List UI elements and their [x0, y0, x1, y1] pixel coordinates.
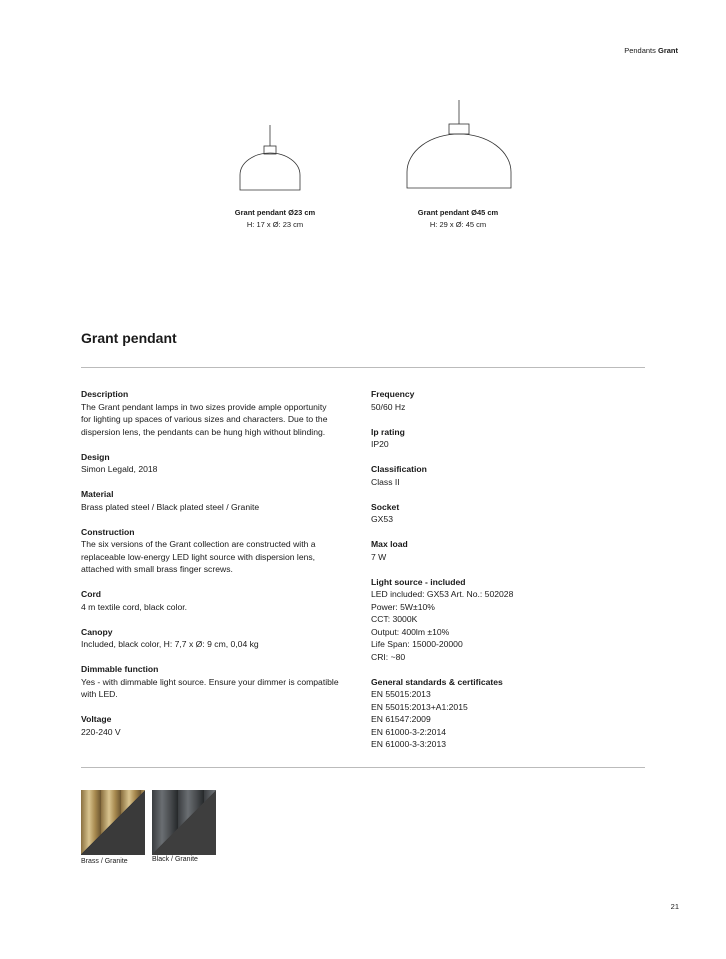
spec-line: Output: 400lm ±10% — [371, 626, 450, 637]
spec-section — [81, 626, 361, 651]
spec-title: Cord — [81, 589, 102, 599]
lamp-drawings — [0, 0, 726, 200]
header-section: Pendants — [624, 46, 656, 55]
spec-line: The six versions of the Grant collection are constructed with a — [81, 539, 316, 549]
spec-title: Max load — [371, 539, 408, 549]
divider — [81, 767, 645, 768]
lamp-dims: H: 29 x Ø: 45 cm — [429, 220, 487, 229]
lamp-caption-large — [378, 207, 538, 231]
spec-line: EN 55015:2013+A1:2015 — [371, 701, 468, 712]
spec-title: Socket — [371, 501, 400, 512]
spec-title: Description — [81, 389, 129, 399]
spec-line: 220-240 V — [81, 726, 121, 737]
spec-line: CRI: ~80 — [371, 651, 406, 662]
spec-title: Ip rating — [371, 426, 405, 437]
spec-title: Light source - included — [371, 576, 466, 587]
spec-title: Frequency — [371, 389, 415, 399]
spec-line: The Grant pendant lamps in two sizes provide ample opportunity — [81, 401, 327, 412]
spec-column-right — [371, 388, 631, 763]
spec-section — [81, 388, 361, 438]
spec-line: 50/60 Hz — [371, 401, 406, 412]
spec-line: CCT: 3000K — [371, 614, 418, 624]
spec-line: LED included: GX53 Art. No.: 502028 — [371, 589, 514, 599]
spec-line: with LED. — [81, 689, 118, 699]
spec-title: Classification — [371, 464, 427, 474]
small-pendant-drawing — [240, 125, 300, 190]
page-number: 21 — [670, 902, 679, 911]
divider — [81, 367, 645, 368]
spec-section — [371, 388, 631, 413]
spec-line: Power: 5W±10% — [371, 601, 435, 612]
spec-title: General standards & certificates — [371, 676, 503, 687]
swatch-label: Black / Granite — [152, 856, 198, 863]
spec-line: Class II — [371, 476, 400, 487]
spec-line: GX53 — [371, 514, 393, 524]
spec-line: replaceable low-energy LED light source with dispersion lens, — [81, 551, 316, 562]
spec-title: Design — [81, 451, 110, 462]
spec-line: dispersion lens, the pendants can be hung high without blinding. — [81, 426, 326, 437]
spec-section — [371, 676, 631, 751]
spec-title: Material — [81, 489, 114, 499]
spec-title: Construction — [81, 526, 135, 537]
spec-line: Brass plated steel / Black plated steel / Granite — [81, 501, 260, 512]
spec-section — [81, 526, 361, 576]
swatch-label: Brass / Granite — [81, 858, 128, 865]
swatch-brass-granite — [81, 790, 145, 855]
page-title: Grant pendant — [81, 330, 177, 346]
spec-line: EN 61000-3-2:2014 — [371, 726, 447, 737]
spec-section — [371, 576, 631, 664]
spec-line: Life Span: 15000-20000 — [371, 639, 463, 649]
lamp-dims: H: 17 x Ø: 23 cm — [246, 220, 304, 229]
spec-title: Voltage — [81, 714, 112, 724]
lamp-caption-small — [195, 207, 355, 231]
spec-line: EN 61547:2009 — [371, 714, 431, 724]
spec-section — [81, 588, 361, 613]
spec-section — [371, 426, 631, 451]
spec-section — [371, 501, 631, 526]
spec-section — [371, 463, 631, 488]
header-product: Grant — [657, 46, 678, 55]
spec-title: Canopy — [81, 626, 113, 637]
lamp-name: Grant pendant Ø45 cm — [417, 208, 499, 217]
spec-column-left — [81, 388, 361, 751]
swatch-black-granite — [152, 790, 216, 855]
spec-line: for lighting up spaces of various sizes and characters. Due to the — [81, 414, 328, 424]
spec-line: IP20 — [371, 439, 389, 449]
spec-line: 7 W — [371, 551, 387, 562]
spec-line: Yes - with dimmable light source. Ensure your dimmer is compatible — [81, 676, 339, 687]
spec-line: Included, black color, H: 7,7 x Ø: 9 cm, 0,04 kg — [81, 639, 259, 649]
spec-line: attached with small brass finger screws. — [81, 564, 233, 574]
spec-section — [81, 713, 361, 738]
large-pendant-drawing — [407, 100, 511, 188]
spec-section — [81, 451, 361, 476]
spec-section — [81, 488, 361, 513]
spec-line: EN 55015:2013 — [371, 689, 431, 699]
spec-line: 4 m textile cord, black color. — [81, 601, 188, 612]
spec-title: Dimmable function — [81, 664, 159, 674]
spec-section — [371, 538, 631, 563]
lamp-name: Grant pendant Ø23 cm — [234, 208, 316, 217]
spec-line: EN 61000-3-3:2013 — [371, 739, 447, 749]
spec-line: Simon Legald, 2018 — [81, 464, 158, 474]
spec-section — [81, 663, 361, 701]
